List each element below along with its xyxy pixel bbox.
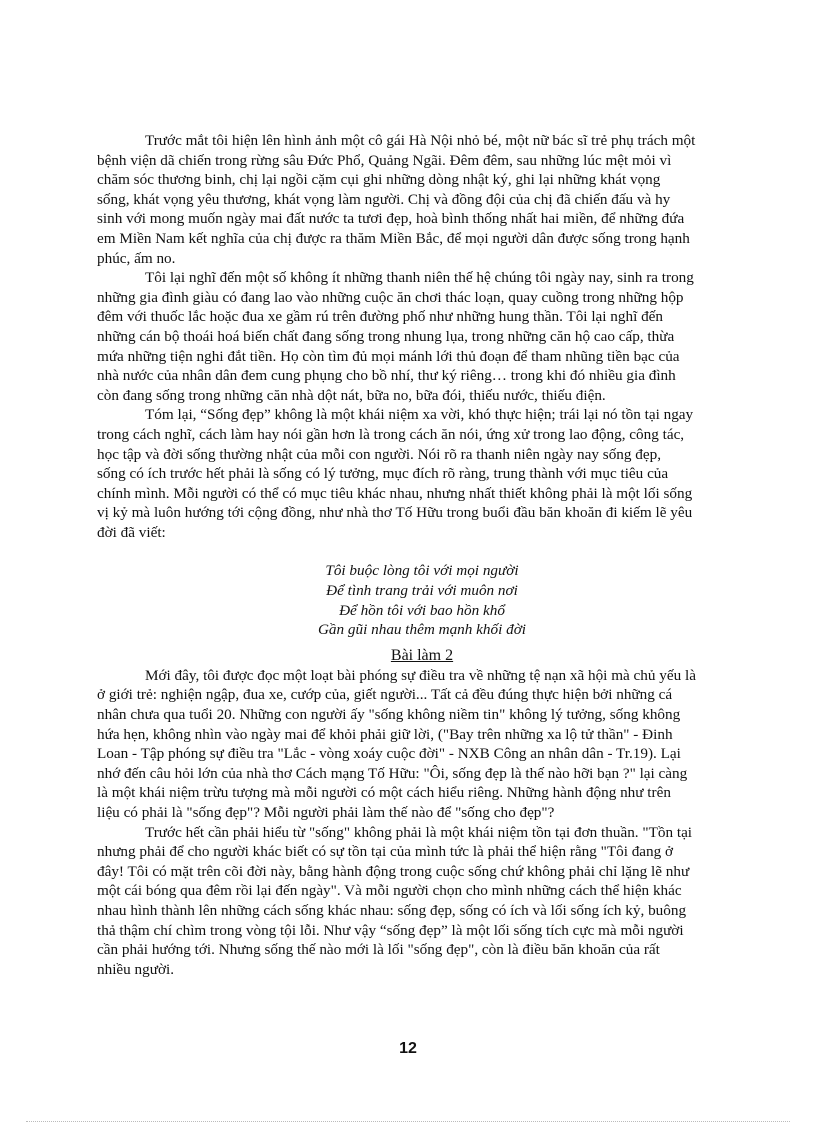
paragraph-line: đây! Tôi có mặt trên cõi đời này, bằng hành động trong cuộc sống chứ không phải chỉ lặng lẽ như [97, 862, 690, 880]
paragraph-line: cần phải hướng tới. Nhưng sống thế nào mới là lối "sống đẹp", còn là điều băn khoăn của rất [97, 941, 660, 959]
paragraph-line: ở giới trẻ: nghiện ngập, đua xe, cướp của, giết người... Tất cả đều đúng thực hiện bởi những cá [97, 686, 673, 704]
page-bottom-divider [26, 1121, 790, 1122]
page-number: 12 [399, 1040, 417, 1057]
paragraph-line: Tôi lại nghĩ đến một số không ít những thanh niên thế hệ chúng tôi ngày nay, sinh ra trong [145, 269, 694, 287]
paragraph-line: liệu có phải là "sống đẹp"? Mỗi người phải làm thế nào để "sống cho đẹp"? [97, 804, 555, 821]
paragraph-line: nhiều người. [97, 960, 175, 978]
paragraph-line: sống, khát vọng yêu thương, khát vọng làm người. Chị và đồng đội của chị đã chiến đấu và hy [97, 190, 671, 208]
paragraph-line: trong cách nghĩ, cách làm hay nói gần hơn là trong cách ăn nói, ứng xử trong lao động, công tác, [97, 425, 685, 443]
paragraph-line: Tóm lại, “Sống đẹp” không là một khái niệm xa vời, khó thực hiện; trái lại nó tồn tại ngay [145, 406, 694, 424]
paragraph-line: một cái bóng qua đêm rồi lại đến ngày". Và mỗi người chọn cho mình những cách thể hiện khác [97, 882, 682, 900]
section-1 [97, 131, 747, 542]
paragraph-line: sinh với mong muốn ngày mai đất nước ta tươi đẹp, hoà bình thống nhất hai miền, để những đứa [97, 210, 685, 228]
paragraph-line: còn đang sống trong những căn nhà dột nát, bữa no, bữa đói, thiếu nước, thiếu điện. [97, 386, 606, 404]
paragraph-line: em Miền Nam kết nghĩa của chị được ra thăm Miền Bắc, để mọi người dân được sống trong hạnh [97, 229, 690, 247]
section-2 [97, 666, 747, 980]
paragraph-line: chăm sóc thương binh, chị lại ngồi cặm cụi ghi những dòng nhật ký, ghi lại những khát vọng [97, 171, 661, 189]
paragraph-line: bệnh viện dã chiến trong rừng sâu Đức Phổ, Quảng Ngãi. Đêm đêm, sau những lúc mệt mỏi vì [97, 151, 672, 169]
poem-line: Tôi buộc lòng tôi với mọi người [325, 562, 519, 580]
paragraph-line: nhưng phải để cho người khác biết có sự tồn tại của mình tức là phải thể hiện rằng "Tôi đang ở [97, 843, 674, 861]
paragraph-line: những gia đình giàu có đang lao vào những cuộc ăn chơi thác loạn, quay cuồng trong những hộp [97, 288, 684, 306]
paragraph-line: nhân chưa qua tuổi 20. Những con người ấy "sống không niềm tin" không lý tưởng, sống không [97, 706, 681, 724]
paragraph-line: thả thậm chí chìm trong vòng tội lỗi. Như vậy “sống đẹp” là một lối sống tích cực mà mỗi người [97, 921, 684, 939]
poem-line: Gần gũi nhau thêm mạnh khối đời [317, 621, 527, 639]
paragraph-line: là một khái niệm trừu tượng mà mỗi người có một cách hiểu riêng. Những hành động như trên [97, 784, 671, 802]
paragraph-line: nhau hình thành lên những cách sống khác nhau: sống đẹp, sống có ích và lối sống ích kỷ, buông [97, 901, 687, 919]
paragraph-line: nhớ đến câu hỏi lớn của nhà thơ Cách mạng Tố Hữu: "Ôi, sống đẹp là thế nào hỡi bạn ?" lại càng [97, 764, 688, 782]
paragraph-line: đêm với thuốc lắc hoặc đua xe gầm rú trên đường phố như những hung thần. Tôi lại nghĩ đến [97, 308, 664, 326]
paragraph-line: đời đã viết: [97, 523, 166, 541]
paragraph-line: những cán bộ thoái hoá biến chất đang sống trong nhung lụa, trong những căn hộ cao cấp, thừa [97, 327, 675, 345]
paragraph-line: mứa những tiện nghi đắt tiền. Họ còn tìm đủ mọi mánh lới thủ đoạn để tham nhũng tiền bạc của [97, 347, 680, 365]
paragraph-line: sống có ích trước hết phải là sống có lý tưởng, mục đích rõ ràng, trung thành với mục tiêu của [97, 465, 669, 483]
paragraph-line: nhà nước của nhân dân đem cung phụng cho bồ nhí, thư ký riêng… trong khi đó nhiều gia đình [97, 367, 676, 385]
paragraph-line: phúc, ấm no. [97, 249, 176, 267]
paragraph-line: chính mình. Mỗi người có thể có mục tiêu khác nhau, nhưng nhất thiết không phải là một lối sống [97, 484, 693, 502]
paragraph-line: vị kỷ mà luôn hướng tới cộng đồng, như nhà thơ Tố Hữu trong buổi đầu băn khoăn đi kiếm lẽ yêu [97, 504, 693, 522]
paragraph-line: học tập và đời sống thường nhật của mỗi con người. Nói rõ ra thanh niên ngày nay sống đẹp, [97, 445, 661, 463]
document-page [97, 131, 747, 979]
poem-line: Để hồn tôi với bao hồn khổ [339, 601, 505, 619]
paragraph-line: Mới đây, tôi được đọc một loạt bài phóng sự điều tra về những tệ nạn xã hội mà chủ yếu là [145, 666, 696, 684]
poem-stanza [97, 561, 747, 639]
paragraph-line: Trước mắt tôi hiện lên hình ảnh một cô gái Hà Nội nhỏ bé, một nữ bác sĩ trẻ phụ trách một [145, 132, 696, 149]
paragraph-line: Trước hết cần phải hiểu từ "sống" không phải là một khái niệm tồn tại đơn thuần. "Tồn tại [145, 823, 693, 841]
paragraph-line: Loan - Tập phóng sự điều tra "Lắc - vòng xoáy cuộc đời" - NXB Công an nhân dân - Tr.19). Lại [97, 745, 681, 763]
section-heading: Bài làm 2 [390, 646, 454, 664]
paragraph-line: hứa hẹn, không nhìn vào ngày mai để khỏi phải giữ lời, ("Bay trên những xa lộ tử thần" - Đinh [97, 725, 673, 743]
poem-line: Để tình trang trải với muôn nơi [326, 582, 518, 600]
